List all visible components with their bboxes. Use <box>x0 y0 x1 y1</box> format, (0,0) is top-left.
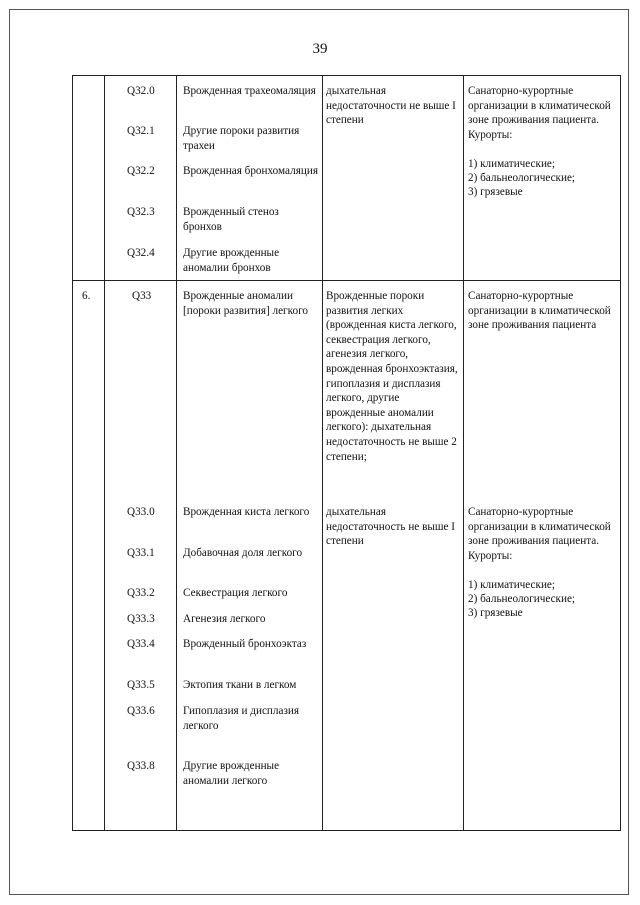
condition-cell: Врожденные пороки развития легких (врожденная киста легкого, секвестрация легкого, агенезия легкого, врожденная бронхоэктазия, гипоплазия и дисплазия легкого, другие врожденные аномалии легкого): дыхательная недостаточность не выше 2 степени; <box>326 290 458 463</box>
code-cell: Q32.0 <box>127 85 155 97</box>
code-cell: Q32.3 <box>127 206 155 218</box>
code-cell: Q33.1 <box>127 547 155 559</box>
diagnosis-cell: Врожденный стеноз бронхов <box>183 206 279 233</box>
diagnosis-cell: Секвестрация легкого <box>183 587 288 599</box>
row-number: 6. <box>82 290 91 302</box>
condition-cell: дыхательная недостаточность не выше I степени <box>326 506 455 548</box>
resort-cell: Санаторно-курортные организации в климатической зоне проживания пациента. Курорты: <box>468 85 611 141</box>
code-cell: Q33.3 <box>127 613 155 625</box>
code-cell: Q33.4 <box>127 638 155 650</box>
diagnosis-cell: Другие врожденные аномалии легкого <box>183 760 280 787</box>
code-cell: Q32.2 <box>127 165 155 177</box>
resort-list-item: 1) климатические; <box>468 579 556 591</box>
table-border-right <box>620 75 621 831</box>
code-cell: Q33.8 <box>127 760 155 772</box>
column-divider-number <box>104 75 105 831</box>
diagnosis-cell: Врожденная киста легкого <box>183 506 310 518</box>
code-cell: Q33.2 <box>127 587 155 599</box>
table-top-border <box>72 75 620 76</box>
resort-list-item: 3) грязевые <box>468 186 523 198</box>
condition-cell: дыхательная недостаточности не выше I степени <box>326 85 456 127</box>
code-cell: Q33 <box>132 290 152 302</box>
resort-cell: Санаторно-курортные организации в климатической зоне проживания пациента <box>468 290 611 332</box>
resort-list-item: 1) климатические; <box>468 158 556 170</box>
diagnosis-cell: Врожденная трахеомаляция <box>183 85 316 97</box>
code-cell: Q32.4 <box>127 247 155 259</box>
diagnosis-cell: Гипоплазия и дисплазия легкого <box>183 705 300 732</box>
diagnosis-cell: Другие врожденные аномалии бронхов <box>183 247 280 274</box>
resort-list-item: 2) бальнеологические; <box>468 593 576 605</box>
diagnosis-cell: Врожденные аномалии [пороки развития] легкого <box>183 290 309 317</box>
page-number: 39 <box>312 41 328 57</box>
code-cell: Q33.6 <box>127 705 155 717</box>
diagnosis-cell: Врожденный бронхоэктаз <box>183 638 307 650</box>
resort-list-item: 3) грязевые <box>468 607 523 619</box>
diagnosis-cell: Другие пороки развития трахеи <box>183 125 300 152</box>
table-bottom-border <box>72 830 620 831</box>
code-cell: Q33.5 <box>127 679 155 691</box>
row-divider <box>72 280 620 281</box>
resort-list-item: 2) бальнеологические; <box>468 172 576 184</box>
column-divider-name <box>322 75 323 831</box>
code-cell: Q32.1 <box>127 125 155 137</box>
diagnosis-cell: Агенезия легкого <box>183 613 266 625</box>
diagnosis-cell: Добавочная доля легкого <box>183 547 303 559</box>
column-divider-code <box>176 75 177 831</box>
code-cell: Q33.0 <box>127 506 155 518</box>
column-divider-condition <box>463 75 464 831</box>
table-border-left <box>72 75 73 831</box>
resort-cell: Санаторно-курортные организации в климатической зоне проживания пациента. Курорты: <box>468 506 611 562</box>
diagnosis-cell: Эктопия ткани в легком <box>183 679 297 691</box>
diagnosis-cell: Врожденная бронхомаляция <box>183 165 318 177</box>
